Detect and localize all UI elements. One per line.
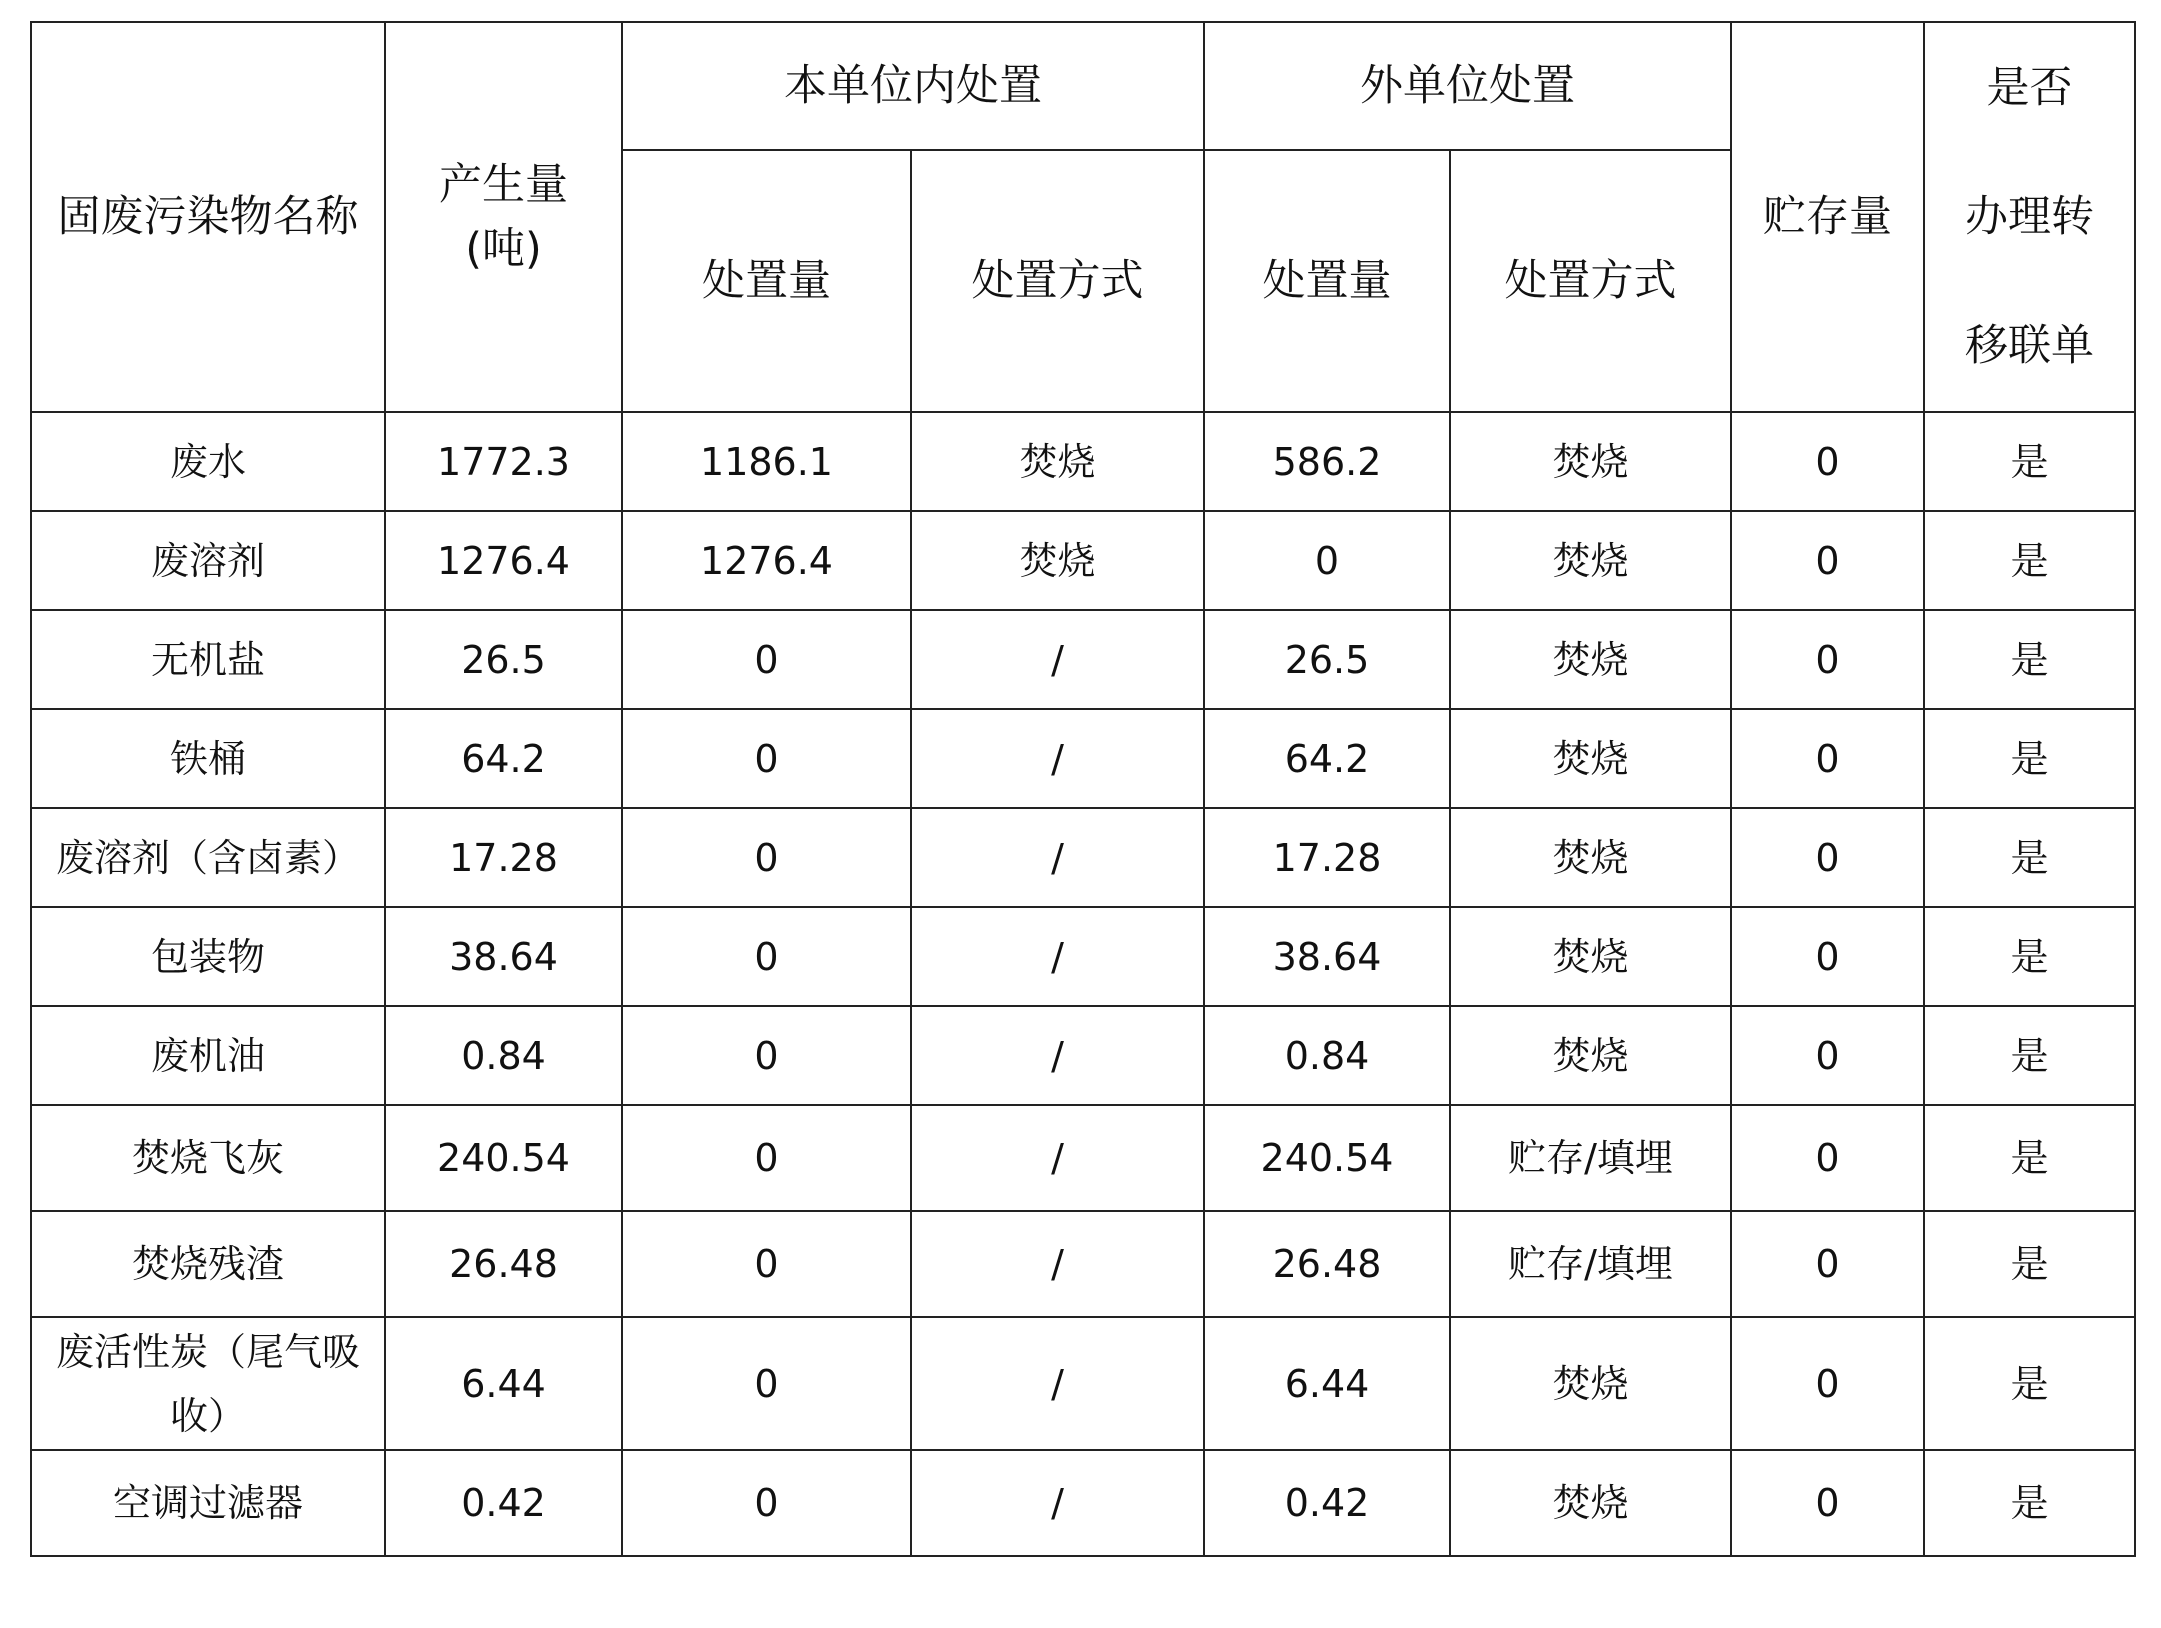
cell-external-amount: 17.28 <box>1204 808 1450 907</box>
cell-external-method: 焚烧 <box>1450 511 1731 610</box>
cell-external-method: 焚烧 <box>1450 1006 1731 1105</box>
cell-external-method: 焚烧 <box>1450 907 1731 1006</box>
header-storage: 贮存量 <box>1731 22 1924 412</box>
header-external-group: 外单位处置 <box>1204 22 1731 150</box>
cell-name: 焚烧飞灰 <box>31 1105 385 1211</box>
cell-produced: 0.84 <box>385 1006 622 1105</box>
cell-name: 空调过滤器 <box>31 1450 385 1556</box>
cell-storage: 0 <box>1731 511 1924 610</box>
cell-produced: 1772.3 <box>385 412 622 511</box>
cell-external-amount: 586.2 <box>1204 412 1450 511</box>
cell-manifest: 是 <box>1924 610 2135 709</box>
header-manifest-line3: 移联单 <box>1965 321 2094 371</box>
cell-internal-method: 焚烧 <box>911 511 1204 610</box>
cell-external-method: 贮存/填埋 <box>1450 1105 1731 1211</box>
cell-produced: 0.42 <box>385 1450 622 1556</box>
cell-storage: 0 <box>1731 709 1924 808</box>
header-manifest <box>1924 22 2135 412</box>
cell-manifest: 是 <box>1924 1450 2135 1556</box>
header-external-method: 处置方式 <box>1450 150 1731 412</box>
header-internal-amount: 处置量 <box>622 150 911 412</box>
cell-manifest: 是 <box>1924 907 2135 1006</box>
table-row <box>31 412 2135 511</box>
cell-external-amount: 38.64 <box>1204 907 1450 1006</box>
table-row <box>31 709 2135 808</box>
cell-internal-method: / <box>911 907 1204 1006</box>
cell-manifest: 是 <box>1924 1006 2135 1105</box>
cell-internal-amount: 0 <box>622 808 911 907</box>
cell-manifest: 是 <box>1924 1211 2135 1317</box>
table-row <box>31 1450 2135 1556</box>
cell-name-line1: 废活性炭（尾气吸 <box>55 1329 360 1374</box>
cell-internal-method: / <box>911 1211 1204 1317</box>
cell-internal-method: / <box>911 1105 1204 1211</box>
cell-internal-amount: 0 <box>622 610 911 709</box>
cell-external-amount: 26.48 <box>1204 1211 1450 1317</box>
cell-manifest: 是 <box>1924 412 2135 511</box>
cell-external-amount: 240.54 <box>1204 1105 1450 1211</box>
header-manifest-line1: 是否 <box>1986 63 2073 113</box>
cell-internal-method: / <box>911 1450 1204 1556</box>
cell-storage: 0 <box>1731 610 1924 709</box>
cell-storage: 0 <box>1731 907 1924 1006</box>
cell-external-method: 焚烧 <box>1450 709 1731 808</box>
cell-produced: 17.28 <box>385 808 622 907</box>
header-produced <box>385 22 622 412</box>
table-row <box>31 808 2135 907</box>
header-manifest-line2: 办理转 <box>1965 192 2094 242</box>
cell-external-method: 焚烧 <box>1450 610 1731 709</box>
cell-storage: 0 <box>1731 1105 1924 1211</box>
cell-internal-amount: 0 <box>622 1006 911 1105</box>
cell-internal-amount: 0 <box>622 709 911 808</box>
header-name: 固废污染物名称 <box>31 22 385 412</box>
table-row <box>31 1317 2135 1450</box>
cell-storage: 0 <box>1731 1211 1924 1317</box>
cell-internal-method: / <box>911 1006 1204 1105</box>
cell-external-method: 焚烧 <box>1450 808 1731 907</box>
cell-name: 包装物 <box>31 907 385 1006</box>
cell-external-amount: 26.5 <box>1204 610 1450 709</box>
cell-external-amount: 0.84 <box>1204 1006 1450 1105</box>
cell-manifest: 是 <box>1924 511 2135 610</box>
cell-external-method: 焚烧 <box>1450 412 1731 511</box>
cell-internal-method: / <box>911 610 1204 709</box>
header-internal-method: 处置方式 <box>911 150 1204 412</box>
cell-manifest: 是 <box>1924 1317 2135 1450</box>
cell-internal-amount: 1276.4 <box>622 511 911 610</box>
header-produced-line2: (吨) <box>465 224 542 274</box>
cell-external-method: 焚烧 <box>1450 1450 1731 1556</box>
cell-produced: 26.5 <box>385 610 622 709</box>
solid-waste-table <box>30 21 2136 1557</box>
cell-name: 废水 <box>31 412 385 511</box>
cell-internal-amount: 1186.1 <box>622 412 911 511</box>
cell-external-amount: 0.42 <box>1204 1450 1450 1556</box>
cell-produced: 38.64 <box>385 907 622 1006</box>
cell-internal-amount: 0 <box>622 1317 911 1450</box>
cell-external-method: 贮存/填埋 <box>1450 1211 1731 1317</box>
cell-internal-method: 焚烧 <box>911 412 1204 511</box>
cell-produced: 26.48 <box>385 1211 622 1317</box>
cell-name: 废溶剂 <box>31 511 385 610</box>
cell-internal-method: / <box>911 1317 1204 1450</box>
cell-name: 废机油 <box>31 1006 385 1105</box>
cell-internal-amount: 0 <box>622 1450 911 1556</box>
cell-name <box>31 1317 385 1450</box>
cell-external-method: 焚烧 <box>1450 1317 1731 1450</box>
table-row <box>31 1006 2135 1105</box>
cell-produced: 240.54 <box>385 1105 622 1211</box>
header-external-amount: 处置量 <box>1204 150 1450 412</box>
cell-internal-amount: 0 <box>622 907 911 1006</box>
table-row <box>31 1211 2135 1317</box>
cell-internal-amount: 0 <box>622 1105 911 1211</box>
cell-name: 焚烧残渣 <box>31 1211 385 1317</box>
cell-produced: 6.44 <box>385 1317 622 1450</box>
cell-storage: 0 <box>1731 1317 1924 1450</box>
cell-storage: 0 <box>1731 1006 1924 1105</box>
table-row <box>31 610 2135 709</box>
cell-storage: 0 <box>1731 412 1924 511</box>
table-row <box>31 907 2135 1006</box>
cell-storage: 0 <box>1731 808 1924 907</box>
cell-external-amount: 0 <box>1204 511 1450 610</box>
cell-manifest: 是 <box>1924 709 2135 808</box>
header-produced-line1: 产生量 <box>439 160 568 210</box>
cell-manifest: 是 <box>1924 808 2135 907</box>
cell-produced: 64.2 <box>385 709 622 808</box>
cell-manifest: 是 <box>1924 1105 2135 1211</box>
cell-internal-amount: 0 <box>622 1211 911 1317</box>
cell-storage: 0 <box>1731 1450 1924 1556</box>
table-row <box>31 1105 2135 1211</box>
cell-name: 铁桶 <box>31 709 385 808</box>
header-internal-group: 本单位内处置 <box>622 22 1204 150</box>
cell-name: 无机盐 <box>31 610 385 709</box>
table-row <box>31 511 2135 610</box>
cell-name: 废溶剂（含卤素） <box>31 808 385 907</box>
cell-external-amount: 6.44 <box>1204 1317 1450 1450</box>
cell-external-amount: 64.2 <box>1204 709 1450 808</box>
cell-internal-method: / <box>911 808 1204 907</box>
cell-internal-method: / <box>911 709 1204 808</box>
cell-produced: 1276.4 <box>385 511 622 610</box>
cell-name-line2: 收） <box>169 1393 246 1438</box>
